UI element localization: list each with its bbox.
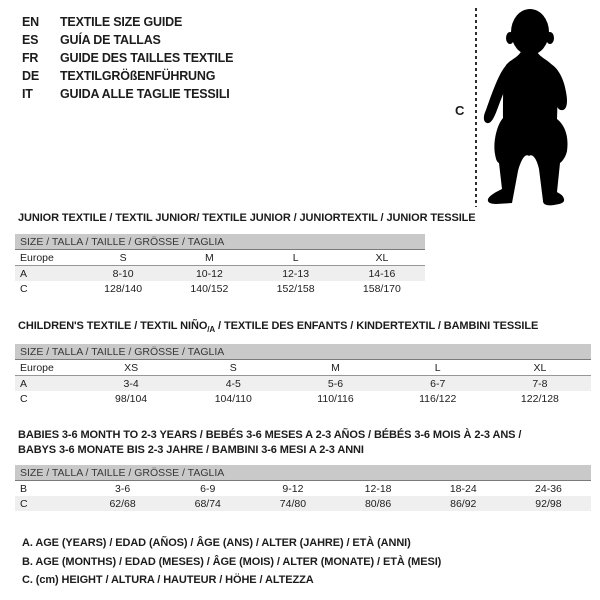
language-row-de [22,67,233,85]
table-row-height [15,496,591,511]
size-header-bar [15,234,425,250]
row-label: B [20,482,28,495]
size-column: L [292,251,299,264]
legend-line-a: A. AGE (YEARS) / EDAD (AÑOS) / ÂGE (ANS) / ALTER (JAHRE) / ETÀ (ANNI) [22,537,411,549]
size-header-label: SIZE / TALLA / TAILLE / GRÖSSE / TAGLIA [20,345,225,358]
children-table-title [18,320,591,334]
cell-value: 6-9 [200,482,216,495]
cell-value: 7-8 [532,377,548,390]
row-label: Europe [20,361,54,374]
row-label: A [20,377,28,390]
table-row-europe [15,250,425,266]
cell-value: 14-16 [368,267,396,280]
cell-value: 152/158 [276,282,315,295]
cell-value: 62/68 [109,497,136,510]
language-code: ES [22,33,39,47]
cell-value: 24-36 [535,482,562,495]
title-line: BABIES 3-6 MONTH TO 2-3 YEARS / BEBÉS 3-6 MESES A 2-3 AÑOS / BÉBÉS 3-6 MOIS À 2-3 ANS / [18,429,522,441]
language-title-list [22,13,233,103]
title-part: / TEXTILE DES ENFANTS / KINDERTEXTIL / BAMBINI TESSILE [215,320,539,332]
junior-table-title: JUNIOR TEXTILE / TEXTIL JUNIOR/ TEXTILE JUNIOR / JUNIORTEXTIL / JUNIOR TESSILE [18,212,476,224]
legend-line-b: B. AGE (MONTHS) / EDAD (MESES) / ÂGE (MOIS) / ALTER (MONATE) / ETÀ (MESI) [22,555,442,568]
children-size-table [15,320,591,406]
title-line: BABYS 3-6 MONATE BIS 2-3 JAHRE / BAMBINI 3-6 MESI A 2-3 ANNI [18,443,364,456]
table-row-europe [15,360,591,376]
cell-value: 12-13 [282,267,310,280]
size-column: L [434,361,441,374]
cell-value: 8-10 [112,267,134,280]
cell-value: 110/116 [317,392,354,405]
cell-value: 6-7 [430,377,446,390]
language-row-it [22,85,233,103]
measurement-legend [22,534,441,590]
cell-value: 122/128 [520,392,559,405]
cell-value: 12-18 [364,482,392,495]
cell-value: 4-5 [225,377,241,390]
cell-value: 74/80 [279,497,307,510]
language-row-en [22,13,233,31]
cell-value: 10-12 [195,267,223,280]
cell-value: 3-4 [123,377,139,390]
size-header-bar [15,465,591,481]
cell-value: 158/170 [362,282,401,295]
babies-size-table [15,428,591,511]
guide-title-de: TEXTILGRÖßENFÜHRUNG [60,69,216,83]
size-column: M [205,251,214,264]
junior-size-table [15,212,476,296]
cell-value: 18-24 [449,482,477,495]
height-measure-label: C [455,103,465,118]
cell-value: 9-12 [282,482,304,495]
height-measure-dashed-line [475,8,477,207]
cell-value: 98/104 [115,392,148,405]
guide-title-fr: GUIDE DES TAILLES TEXTILE [60,51,234,65]
guide-title-it: GUIDA ALLE TAGLIE TESSILI [60,87,230,101]
language-row-es [22,31,233,49]
table-row-age-months [15,481,591,496]
cell-value: 68/74 [194,497,221,510]
size-header-label: SIZE / TALLA / TAILLE / GRÖSSE / TAGLIA [20,235,225,248]
table-row-height [15,391,591,406]
size-header-label: SIZE / TALLA / TAILLE / GRÖSSE / TAGLIA [20,466,225,479]
language-row-fr [22,49,233,67]
size-column: XS [124,361,139,374]
cell-value: 86/92 [450,497,477,510]
table-row-age [15,266,425,281]
cell-value: 5-6 [327,377,344,390]
table-row-height [15,281,425,296]
guide-title-es: GUÍA DE TALLAS [60,33,161,47]
size-column: XL [375,251,389,264]
size-header-bar [15,344,591,360]
row-label: C [20,497,28,510]
babies-table-title [18,428,591,457]
cell-value: 140/152 [190,282,229,295]
language-code: FR [22,51,39,65]
cell-value: 92/98 [535,497,562,510]
guide-title-en: TEXTILE SIZE GUIDE [60,15,183,29]
size-column: S [229,361,237,374]
size-column: S [119,251,127,264]
cell-value: 104/110 [214,392,252,405]
legend-line-c: C. (cm) HEIGHT / ALTURA / HAUTEUR / HÖHE / ALTEZZA [22,574,314,586]
toddler-silhouette-icon [482,4,592,214]
size-column: M [331,361,340,374]
title-subscript: /A [207,325,216,335]
language-code: EN [22,15,39,29]
table-row-age [15,376,591,391]
size-column: XL [533,361,547,374]
title-part: CHILDREN'S TEXTILE / TEXTIL NIÑO [18,320,208,332]
row-label: C [20,392,28,405]
language-code: IT [22,87,33,101]
language-code: DE [22,69,39,83]
row-label: Europe [20,251,54,264]
cell-value: 80/86 [364,497,392,510]
cell-value: 116/122 [419,392,457,405]
cell-value: 128/140 [104,282,143,295]
row-label: A [20,267,28,280]
row-label: C [20,282,28,295]
cell-value: 3-6 [114,482,131,495]
